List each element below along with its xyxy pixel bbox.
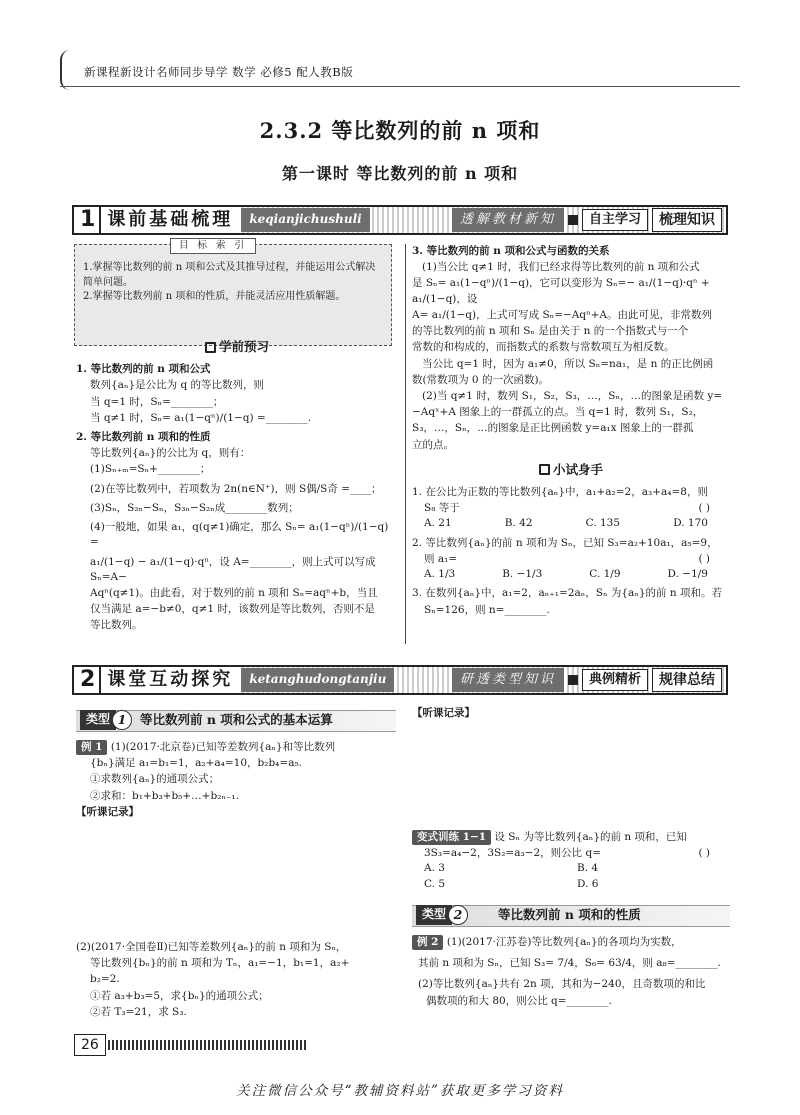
preview-line: a₁/(1−q) − a₁/(1−q)·qⁿ，设 A=________，则上式可以写成 Sₙ=A− <box>90 555 376 583</box>
option: A. 3 <box>424 862 445 875</box>
column-divider <box>405 244 406 644</box>
preview-line: 数列{aₙ}是公比为 q 的等比数列，则 <box>90 379 265 392</box>
relation-line: 的等比数列的前 n 项和 Sₙ 是由关于 n 的一个指数式与一个 <box>412 325 689 338</box>
example-line: {bₙ}满足 a₁=b₁=1，a₂+a₄=10，b₂b₄=a₅. <box>90 757 302 770</box>
relation-line: −Aqˣ+A 图象上的一群孤立的点。当 q=1 时，数列 S₁，S₂， <box>412 406 704 419</box>
preview-line: 当 q=1 时，Sₙ=________； <box>90 395 224 408</box>
option: D. −1/9 <box>667 568 708 581</box>
option: B. −1/3 <box>502 568 543 581</box>
goal-item: 1.掌握等比数列的前 n 项和公式及其推导过程，并能运用公式解决简单问题。 <box>83 262 376 288</box>
example-badge: 例 2 <box>412 935 443 950</box>
page-number: 26 <box>74 1034 106 1056</box>
bookmark-icon <box>205 342 216 353</box>
preview-item-heading: 1. 等比数列的前 n 项和公式 <box>76 363 211 376</box>
goal-item: 2.掌握等比数列前 n 项和的性质，并能灵活应用性质解题。 <box>83 291 346 302</box>
answer-bracket: ( ) <box>698 502 710 515</box>
relation-line: 当公比 q=1 时，因为 a₁≠0，所以 Sₙ=na₁，是 n 的正比例函 <box>422 357 714 370</box>
preview-line: 等比数列{aₙ}的公比为 q，则有： <box>90 447 251 460</box>
preview-item-heading: 2. 等比数列前 n 项和的性质 <box>76 431 211 443</box>
section-slogan: 研透类型知识 <box>452 668 564 693</box>
type-2-label: 类型 2 等比数列前 n 项和的性质 <box>416 905 641 925</box>
relation-line: 立的点。 <box>412 438 454 451</box>
example-line: ②求和：b₁+b₃+b₅+…+b₂ₙ₋₁. <box>90 789 240 802</box>
example-line: (2)等比数列{aₙ}共有 2n 项，其和为−240，且奇数项的和比 <box>418 978 706 991</box>
try-heading: 小试身手 <box>412 461 730 479</box>
section-banner-2 <box>72 665 728 695</box>
drill-stem: 3S₃=a₄−2，3S₂=a₃−2，则公比 q= ( ) <box>412 846 730 861</box>
square-bullet-icon <box>568 675 578 685</box>
preview-line: (2)在等比数列中，若项数为 2n(n∈N⁺)，则 S偶/S奇 =____； <box>90 482 382 495</box>
type-number-badge: 2 <box>448 905 468 925</box>
relation-heading: 3. 等比数列的前 n 项和公式与函数的关系 <box>412 245 610 257</box>
function-relation-column <box>412 244 730 619</box>
type-1-label: 类型 1 等比数列前 n 项和公式的基本运算 <box>80 710 333 730</box>
type-title: 等比数列前 n 项和公式的基本运算 <box>140 711 333 727</box>
example-line: ①求数列{aₙ}的通项公式； <box>90 773 220 786</box>
goals-box <box>74 244 392 346</box>
drill-options <box>412 861 730 891</box>
section-number: 2 <box>74 667 101 693</box>
option: C. 135 <box>585 517 621 530</box>
preview-line: (4)一般地，如果 a₁，q(q≠1)确定，那么 Sₙ= a₁(1−qⁿ)/(1−q) = <box>90 521 389 549</box>
section-pinyin: keqianjichushuli <box>241 208 369 231</box>
question-3: 3. 在数列{aₙ}中，a₁=2，aₙ₊₁=2aₙ，Sₙ 为{aₙ}的前 n 项和。若 <box>412 587 722 600</box>
drill-1-1: 变式训练 1−1 设 Sₙ 为等比数列{aₙ}的前 n 项和，已知 3S₃=a₄−2，3S₂=a₃−2，则公比 q= ( ) A. 3 B. 4 C. 5 D. 6 <box>412 830 730 892</box>
option: D. 170 <box>673 517 708 530</box>
section-pinyin: ketanghudongtanjiu <box>241 668 394 691</box>
example-line: 偶数项的和大 80，则公比 q=________. <box>426 994 612 1007</box>
section-tag: 典例精析 <box>582 669 648 692</box>
relation-line: 是 Sₙ= a₁(1−qⁿ)/(1−q)，它可以变形为 Sₙ=− a₁/(1−q)·qⁿ + a₁/(1−q)，设 <box>412 277 710 305</box>
notes-label: 【听课记录】 <box>76 805 139 818</box>
type-title: 等比数列前 n 项和的性质 <box>498 906 641 922</box>
notes-label: 【听课记录】 <box>412 707 475 719</box>
type-number-badge: 1 <box>112 710 132 730</box>
preview-heading: 学前预习 <box>76 338 398 356</box>
example-badge: 例 1 <box>76 740 107 755</box>
drill-badge: 变式训练 1−1 <box>412 830 491 845</box>
preview-line: 等比数列。 <box>90 619 143 632</box>
answer-bracket: ( ) <box>698 847 710 860</box>
question-2-stem: 则 a₁= ( ) <box>412 552 730 567</box>
answer-bracket: ( ) <box>698 552 710 565</box>
question-3-stem: Sₙ=126，则 n=________. <box>424 603 550 616</box>
page-subtitle: 第一课时 等比数列的前 n 项和 <box>281 164 519 183</box>
preview-line: (3)Sₙ，S₂ₙ−Sₙ，S₃ₙ−S₂ₙ成________数列； <box>90 501 299 514</box>
example-line: 其前 n 项和为 Sₙ，已知 S₃= 7/4，S₆= 63/4，则 a₈=________. <box>418 957 721 970</box>
option: C. 5 <box>424 877 446 890</box>
relation-line: (2)当 q≠1 时，数列 S₁，S₂，S₃，…，Sₙ，…的图象是函数 y= <box>422 389 723 402</box>
question-1-stem: S₈ 等于 ( ) <box>412 501 730 516</box>
example-line: ②若 T₃=21，求 S₃. <box>90 1005 187 1018</box>
example-line: (2)(2017·全国卷Ⅱ)已知等差数列{aₙ}的前 n 项和为 Sₙ， <box>76 941 347 953</box>
goals-label: 目 标 索 引 <box>170 238 256 254</box>
relation-line: S₃，…，Sₙ，…的图象是正比例函数 y=a₁x 图象上的一群孤 <box>412 422 694 435</box>
preview-line: 仅当满足 a=−b≠0，q≠1 时，该数列是等比数列，否则不是 <box>90 603 375 616</box>
question-1-options <box>412 516 730 531</box>
example-line: b₂=2. <box>90 973 120 986</box>
example-1-part-2 <box>76 940 398 1021</box>
question-2-options <box>412 567 730 582</box>
question-1: 1. 在公比为正数的等比数列{aₙ}中，a₁+a₂=2，a₃+a₄=8，则 <box>412 485 708 498</box>
header-bracket-decoration <box>60 50 74 90</box>
section-number: 1 <box>74 207 101 233</box>
preview-line: (1)Sₙ₊ₘ=Sₙ+________； <box>90 463 211 476</box>
section-tag: 规律总结 <box>652 668 722 692</box>
header-rule <box>60 86 740 87</box>
option: D. 6 <box>577 877 599 890</box>
question-2: 2. 等比数列{aₙ}的前 n 项和为 Sₙ，已知 S₃=a₂+10a₁，a₅=9， <box>412 536 718 549</box>
option: C. 1/9 <box>589 568 621 581</box>
footer-note: 关注微信公众号“教辅资料站”获取更多学习资料 <box>236 1083 564 1099</box>
relation-line: 常数的和构成的，而指数式的系数与常数项互为相反数。 <box>412 341 675 354</box>
preview-column <box>76 338 398 635</box>
example-line: ①若 a₃+b₃=5，求{bₙ}的通项公式； <box>90 989 269 1002</box>
section-tag: 自主学习 <box>582 209 648 232</box>
option: B. 42 <box>504 517 533 530</box>
example-1: 例 1 (1)(2017·北京卷)已知等差数列{aₙ}和等比数列 {bₙ}满足 a₁=b₁=1，a₂+a₄=10，b₂b₄=a₅. ①求数列{aₙ}的通项公式； ②求和：b₁+b₃+b₅+…+b₂ₙ₋₁. 【听课记录】 <box>76 740 398 821</box>
running-header: 新课程新设计名师同步导学 数学 必修5 配人教B版 <box>84 65 354 79</box>
footer-stripe <box>108 1040 308 1050</box>
relation-line: (1)当公比 q≠1 时，我们已经求得等比数列的前 n 项和公式 <box>422 261 700 274</box>
square-bullet-icon <box>568 215 578 225</box>
preview-line: 当 q≠1 时，Sₙ= a₁(1−qⁿ)/(1−q) =________. <box>90 411 312 424</box>
section-title: 课堂互动探究 <box>101 667 239 693</box>
section-tag: 梳理知识 <box>652 208 722 232</box>
section-slogan: 透解教材新知 <box>452 208 564 233</box>
example-2: 例 2 (1)(2017·江苏卷)等比数列{aₙ}的各项均为实数， 其前 n 项和为 Sₙ，已知 S₃= 7/4，S₆= 63/4，则 a₈=________. (2)等比数列{aₙ}共有 2n 项，其和为−240，且奇数项的和比 偶数项的和大 80，则公比 q=________. <box>412 935 730 1010</box>
option: A. 21 <box>424 517 452 530</box>
section-title: 课前基础梳理 <box>101 207 239 233</box>
notes-area <box>412 706 730 722</box>
option: A. 1/3 <box>424 568 456 581</box>
section-banner-1 <box>72 205 728 235</box>
example-line: 等比数列{bₙ}的前 n 项和为 Tₙ，a₁=−1，b₁=1，a₂+ <box>90 957 350 970</box>
relation-line: A= a₁/(1−q)，上式可写成 Sₙ=−Aqⁿ+A。由此可见，非常数列 <box>412 308 713 321</box>
relation-line: 数(常数项为 0 的一次函数)。 <box>412 373 550 386</box>
page-title: 2.3.2 等比数列的前 n 项和 <box>259 118 541 143</box>
preview-line: Aqⁿ(q≠1)。由此看，对于数列的前 n 项和 Sₙ=aqⁿ+b，当且 <box>90 586 378 599</box>
bookmark-icon <box>539 464 550 475</box>
option: B. 4 <box>577 862 599 875</box>
